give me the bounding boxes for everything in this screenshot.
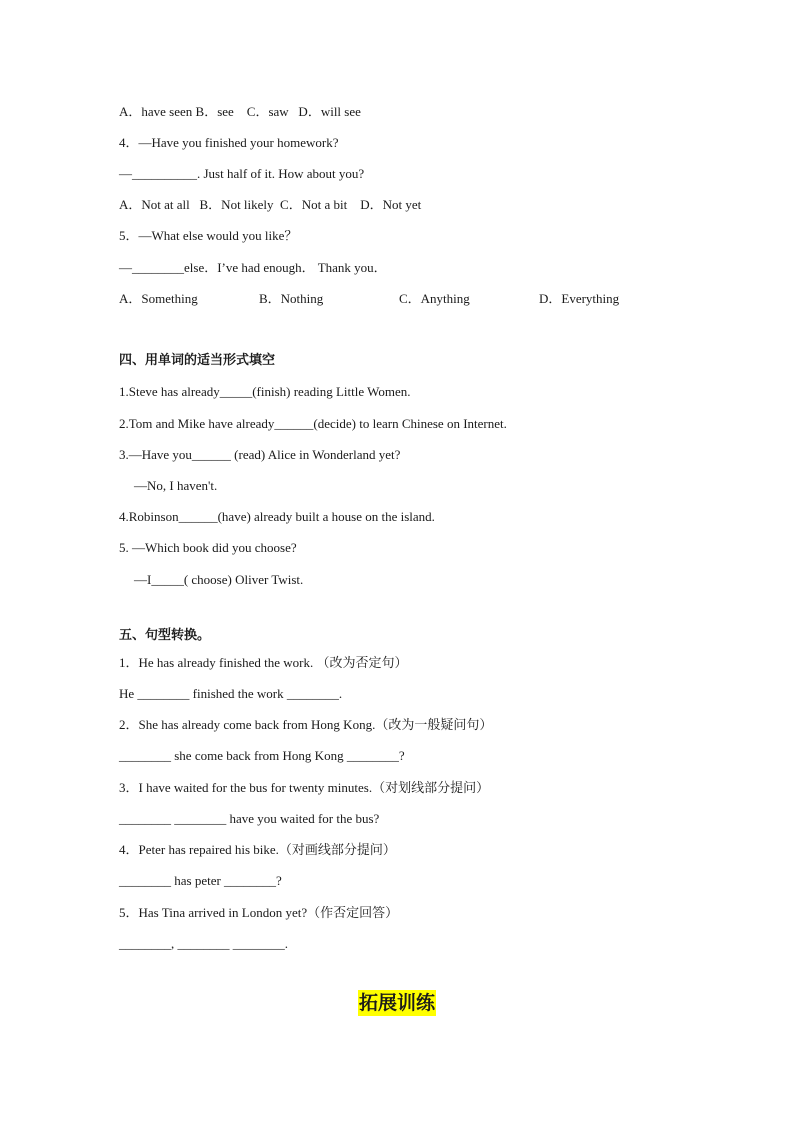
section4-item: —I_____( choose) Oliver Twist.	[134, 572, 304, 587]
q4-answer-line: —__________. Just half of it. How about you?	[119, 166, 365, 181]
section5-item: ________ ________ have you waited for the bus?	[119, 811, 380, 826]
section4-item: 5. —Which book did you choose?	[119, 540, 297, 555]
section5-item: He ________ finished the work ________.	[119, 686, 343, 701]
q5-question: 5．—What else would you like？	[119, 228, 298, 243]
section5-item: 4．Peter has repaired his bike.（对画线部分提问）	[119, 842, 396, 857]
q5-option-c: C．Anything	[399, 291, 470, 306]
section5-item: 5．Has Tina arrived in London yet?（作否定回答）	[119, 905, 399, 920]
section5-item: ________, ________ ________.	[119, 936, 288, 951]
section4-item: 4.Robinson______(have) already built a house on the island.	[119, 509, 435, 524]
q5-answer-line: —________else．I’ve had enough． Thank you．	[119, 260, 387, 275]
q4-options: A．Not at all B．Not likely C．Not a bit D．Not yet	[119, 197, 422, 212]
section4-heading: 四、用单词的适当形式填空	[119, 353, 276, 368]
q5-option-d: D．Everything	[539, 291, 620, 306]
section4-item: 3.—Have you______ (read) Alice in Wonderland yet?	[119, 447, 401, 462]
section5-item: 3．I have waited for the bus for twenty minutes.（对划线部分提问）	[119, 780, 490, 795]
extension-section	[0, 990, 794, 1016]
q4-question: 4．—Have you finished your homework?	[119, 135, 339, 150]
section4-item: 2.Tom and Mike have already______(decide) to learn Chinese on Internet.	[119, 416, 507, 431]
section5-item: ________ she come back from Hong Kong ________?	[119, 748, 405, 763]
section4-item: —No, I haven't.	[134, 478, 218, 493]
section5-item: 1．He has already finished the work. （改为否定句）	[119, 655, 408, 670]
section5-item: 2．She has already come back from Hong Kong.（改为一般疑问句）	[119, 717, 493, 732]
q3-options: A．have seen B．see C．saw D．will see	[119, 104, 361, 119]
q5-option-b: B．Nothing	[259, 291, 324, 306]
q5-option-a: A．Something	[119, 291, 198, 306]
section4-item: 1.Steve has already_____(finish) reading Little Women.	[119, 384, 411, 399]
section5-item: ________ has peter ________?	[119, 873, 282, 888]
section5-heading: 五、句型转换。	[119, 628, 211, 643]
extension-title: 拓展训练	[358, 992, 435, 1014]
